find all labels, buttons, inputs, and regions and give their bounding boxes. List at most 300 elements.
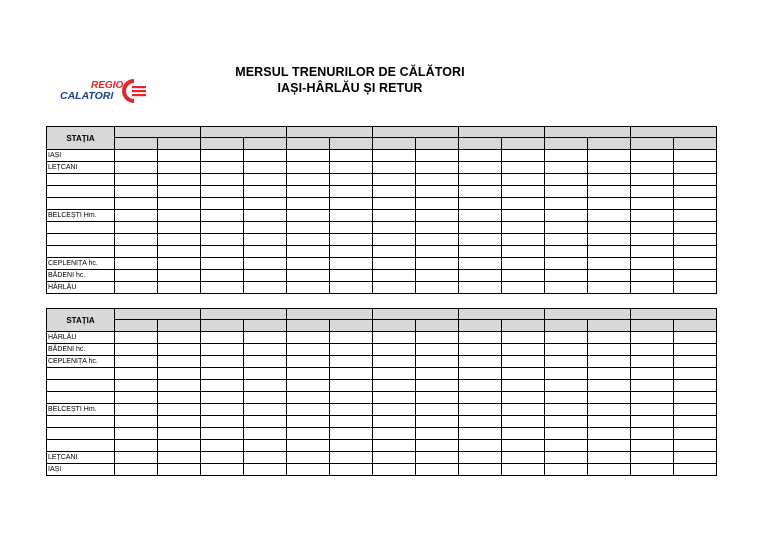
time-cell: [373, 174, 416, 186]
time-cell: [287, 234, 330, 246]
time-cell: [502, 332, 545, 344]
time-cell: [158, 332, 201, 344]
time-cell: [416, 210, 459, 222]
time-cell: [459, 222, 502, 234]
time-cell: [502, 392, 545, 404]
time-cell: [459, 258, 502, 270]
time-cell: [545, 186, 588, 198]
time-cell: [287, 198, 330, 210]
time-cell: [588, 440, 631, 452]
train-number-cell: [330, 138, 373, 150]
time-cell: [674, 150, 717, 162]
time-cell: [115, 246, 158, 258]
station-row: [47, 464, 717, 476]
station-row: [47, 332, 717, 344]
time-cell: [588, 246, 631, 258]
time-cell: [459, 162, 502, 174]
time-cell: [545, 440, 588, 452]
time-cell: [244, 464, 287, 476]
time-cell: [416, 270, 459, 282]
time-cell: [330, 368, 373, 380]
time-cell: [416, 356, 459, 368]
time-cell: [201, 440, 244, 452]
station-name: [47, 186, 115, 198]
time-cell: [201, 452, 244, 464]
train-number-cell: [674, 138, 717, 150]
time-cell: [545, 234, 588, 246]
time-cell: [158, 392, 201, 404]
time-cell: [545, 368, 588, 380]
time-cell: [330, 270, 373, 282]
time-cell: [588, 222, 631, 234]
time-cell: [330, 198, 373, 210]
station-row: [47, 404, 717, 416]
train-number-cell: [287, 138, 330, 150]
time-cell: [588, 392, 631, 404]
time-cell: [631, 344, 674, 356]
time-cell: [287, 368, 330, 380]
station-row: [47, 368, 717, 380]
station-name: [47, 368, 115, 380]
time-cell: [115, 186, 158, 198]
time-cell: [459, 368, 502, 380]
station-name: HÂRLĂU: [47, 282, 115, 294]
time-cell: [502, 380, 545, 392]
time-cell: [373, 222, 416, 234]
time-cell: [416, 440, 459, 452]
time-cell: [287, 452, 330, 464]
time-cell: [631, 246, 674, 258]
train-number-cell: [631, 138, 674, 150]
time-cell: [201, 246, 244, 258]
time-cell: [115, 392, 158, 404]
time-cell: [588, 150, 631, 162]
time-cell: [287, 440, 330, 452]
time-cell: [416, 452, 459, 464]
train-number-cell: [545, 138, 588, 150]
train-number-cell: [373, 320, 416, 332]
time-cell: [373, 198, 416, 210]
time-cell: [631, 368, 674, 380]
time-cell: [502, 416, 545, 428]
train-number-cell: [416, 320, 459, 332]
time-cell: [545, 392, 588, 404]
time-cell: [287, 416, 330, 428]
time-cell: [631, 222, 674, 234]
time-cell: [244, 198, 287, 210]
time-cell: [244, 174, 287, 186]
time-cell: [373, 380, 416, 392]
train-number-cell: [631, 320, 674, 332]
train-number-cell: [373, 138, 416, 150]
time-cell: [545, 210, 588, 222]
time-cell: [158, 282, 201, 294]
time-cell: [459, 356, 502, 368]
time-cell: [373, 270, 416, 282]
time-cell: [416, 416, 459, 428]
time-cell: [373, 332, 416, 344]
time-cell: [674, 234, 717, 246]
time-cell: [588, 270, 631, 282]
station-row: [47, 452, 717, 464]
time-cell: [158, 380, 201, 392]
time-cell: [502, 368, 545, 380]
time-cell: [201, 174, 244, 186]
time-cell: [287, 150, 330, 162]
title-line-1: MERSUL TRENURILOR DE CĂLĂTORI: [235, 65, 465, 79]
time-cell: [373, 210, 416, 222]
station-name: [47, 234, 115, 246]
station-name: CEPLENIȚA hc.: [47, 258, 115, 270]
time-cell: [330, 464, 373, 476]
time-cell: [459, 344, 502, 356]
time-cell: [631, 210, 674, 222]
document-title: [200, 64, 500, 96]
train-group-header: [631, 127, 717, 138]
time-cell: [244, 416, 287, 428]
time-cell: [674, 222, 717, 234]
time-cell: [115, 380, 158, 392]
time-cell: [287, 392, 330, 404]
time-cell: [330, 186, 373, 198]
time-cell: [545, 258, 588, 270]
time-cell: [674, 356, 717, 368]
train-group-header: [545, 309, 631, 320]
time-cell: [115, 258, 158, 270]
time-cell: [588, 282, 631, 294]
time-cell: [631, 282, 674, 294]
time-cell: [115, 440, 158, 452]
time-cell: [588, 258, 631, 270]
train-number-cell: [674, 320, 717, 332]
time-cell: [201, 150, 244, 162]
time-cell: [158, 368, 201, 380]
time-cell: [330, 234, 373, 246]
train-number-cell: [158, 320, 201, 332]
time-cell: [287, 332, 330, 344]
time-cell: [545, 428, 588, 440]
station-row: [47, 198, 717, 210]
title-line-2: IAȘI-HÂRLĂU ȘI RETUR: [277, 81, 423, 95]
station-row: [47, 162, 717, 174]
train-number-cell: [330, 320, 373, 332]
time-cell: [330, 440, 373, 452]
time-cell: [201, 404, 244, 416]
time-cell: [201, 392, 244, 404]
time-cell: [588, 344, 631, 356]
time-cell: [631, 174, 674, 186]
time-cell: [588, 464, 631, 476]
time-cell: [588, 404, 631, 416]
time-cell: [588, 210, 631, 222]
time-cell: [416, 380, 459, 392]
time-cell: [674, 282, 717, 294]
time-cell: [244, 332, 287, 344]
time-cell: [330, 258, 373, 270]
time-cell: [115, 270, 158, 282]
train-group-header: [459, 127, 545, 138]
time-cell: [244, 392, 287, 404]
time-cell: [287, 174, 330, 186]
train-number-cell: [588, 320, 631, 332]
header-row-groups: [47, 127, 717, 138]
time-cell: [201, 344, 244, 356]
time-cell: [287, 404, 330, 416]
time-cell: [588, 452, 631, 464]
time-cell: [287, 380, 330, 392]
time-cell: [201, 258, 244, 270]
time-cell: [158, 150, 201, 162]
timetable-iasi-harlau: [46, 126, 717, 294]
time-cell: [201, 222, 244, 234]
time-cell: [244, 282, 287, 294]
time-cell: [416, 162, 459, 174]
time-cell: [545, 416, 588, 428]
time-cell: [115, 150, 158, 162]
time-cell: [373, 234, 416, 246]
time-cell: [244, 440, 287, 452]
time-cell: [158, 428, 201, 440]
time-cell: [416, 404, 459, 416]
time-cell: [115, 162, 158, 174]
time-cell: [502, 282, 545, 294]
train-number-cell: [502, 138, 545, 150]
header-row-trains: [47, 138, 717, 150]
time-cell: [459, 332, 502, 344]
time-cell: [674, 210, 717, 222]
station-row: [47, 270, 717, 282]
time-cell: [201, 464, 244, 476]
time-cell: [330, 404, 373, 416]
time-cell: [416, 222, 459, 234]
time-cell: [502, 234, 545, 246]
time-cell: [588, 174, 631, 186]
time-cell: [588, 234, 631, 246]
time-cell: [545, 174, 588, 186]
time-cell: [244, 428, 287, 440]
time-cell: [373, 150, 416, 162]
regio-calatori-logo: [58, 78, 150, 104]
time-cell: [545, 404, 588, 416]
time-cell: [459, 186, 502, 198]
time-cell: [545, 380, 588, 392]
time-cell: [416, 392, 459, 404]
time-cell: [373, 356, 416, 368]
train-group-header: [287, 309, 373, 320]
train-number-cell: [588, 138, 631, 150]
station-row: [47, 356, 717, 368]
train-number-cell: [201, 138, 244, 150]
station-column-header: STAȚIA: [47, 127, 115, 150]
time-cell: [416, 198, 459, 210]
time-cell: [158, 198, 201, 210]
time-cell: [201, 416, 244, 428]
time-cell: [631, 150, 674, 162]
time-cell: [674, 440, 717, 452]
station-name: [47, 392, 115, 404]
time-cell: [631, 452, 674, 464]
time-cell: [459, 210, 502, 222]
station-row: [47, 428, 717, 440]
time-cell: [459, 428, 502, 440]
train-number-cell: [545, 320, 588, 332]
time-cell: [158, 270, 201, 282]
time-cell: [158, 258, 201, 270]
time-cell: [502, 210, 545, 222]
station-name: [47, 440, 115, 452]
time-cell: [373, 282, 416, 294]
time-cell: [674, 174, 717, 186]
time-cell: [588, 162, 631, 174]
time-cell: [545, 246, 588, 258]
time-cell: [158, 210, 201, 222]
time-cell: [674, 332, 717, 344]
time-cell: [115, 428, 158, 440]
time-cell: [330, 380, 373, 392]
station-name: [47, 246, 115, 258]
time-cell: [545, 464, 588, 476]
station-name: BELCEȘTI Hm.: [47, 210, 115, 222]
time-cell: [373, 186, 416, 198]
time-cell: [674, 368, 717, 380]
time-cell: [201, 270, 244, 282]
time-cell: [201, 428, 244, 440]
time-cell: [631, 464, 674, 476]
station-row: [47, 416, 717, 428]
station-name: IAȘI: [47, 150, 115, 162]
time-cell: [287, 222, 330, 234]
time-cell: [244, 210, 287, 222]
time-cell: [631, 198, 674, 210]
time-cell: [201, 368, 244, 380]
time-cell: [416, 174, 459, 186]
time-cell: [416, 428, 459, 440]
train-number-cell: [115, 138, 158, 150]
time-cell: [502, 270, 545, 282]
time-cell: [674, 344, 717, 356]
time-cell: [244, 258, 287, 270]
time-cell: [459, 452, 502, 464]
time-cell: [588, 416, 631, 428]
time-cell: [201, 162, 244, 174]
time-cell: [631, 258, 674, 270]
station-row: [47, 344, 717, 356]
time-cell: [330, 222, 373, 234]
time-cell: [330, 150, 373, 162]
time-cell: [115, 198, 158, 210]
time-cell: [416, 186, 459, 198]
station-name: BĂDENI hc.: [47, 270, 115, 282]
time-cell: [244, 344, 287, 356]
time-cell: [588, 380, 631, 392]
time-cell: [545, 162, 588, 174]
time-cell: [373, 452, 416, 464]
time-cell: [201, 356, 244, 368]
time-cell: [502, 174, 545, 186]
time-cell: [674, 428, 717, 440]
time-cell: [330, 174, 373, 186]
station-name: BĂDENI hc.: [47, 344, 115, 356]
time-cell: [631, 392, 674, 404]
time-cell: [244, 234, 287, 246]
train-group-header: [287, 127, 373, 138]
time-cell: [244, 222, 287, 234]
time-cell: [459, 150, 502, 162]
time-cell: [674, 392, 717, 404]
time-cell: [588, 428, 631, 440]
time-cell: [502, 162, 545, 174]
train-number-cell: [115, 320, 158, 332]
time-cell: [416, 282, 459, 294]
station-row: [47, 380, 717, 392]
time-cell: [330, 452, 373, 464]
time-cell: [287, 270, 330, 282]
time-cell: [502, 222, 545, 234]
train-group-header: [545, 127, 631, 138]
time-cell: [287, 428, 330, 440]
time-cell: [330, 162, 373, 174]
station-name: CEPLENIȚA hc.: [47, 356, 115, 368]
time-cell: [158, 452, 201, 464]
train-group-header: [631, 309, 717, 320]
time-cell: [201, 210, 244, 222]
time-cell: [158, 234, 201, 246]
logo-emblem-icon: [124, 81, 146, 101]
time-cell: [502, 344, 545, 356]
time-cell: [502, 404, 545, 416]
time-cell: [502, 246, 545, 258]
time-cell: [416, 344, 459, 356]
station-row: [47, 210, 717, 222]
time-cell: [373, 344, 416, 356]
time-cell: [674, 380, 717, 392]
train-group-header: [373, 309, 459, 320]
time-cell: [330, 246, 373, 258]
time-cell: [330, 416, 373, 428]
time-cell: [115, 464, 158, 476]
time-cell: [416, 332, 459, 344]
time-cell: [287, 258, 330, 270]
time-cell: [373, 162, 416, 174]
time-cell: [502, 186, 545, 198]
time-cell: [459, 392, 502, 404]
time-cell: [631, 428, 674, 440]
station-row: [47, 222, 717, 234]
train-number-cell: [244, 320, 287, 332]
logo-text-calatori: CALATORI: [60, 90, 114, 102]
time-cell: [287, 162, 330, 174]
time-cell: [631, 356, 674, 368]
time-cell: [158, 162, 201, 174]
time-cell: [674, 186, 717, 198]
time-cell: [631, 380, 674, 392]
time-cell: [330, 356, 373, 368]
train-number-cell: [416, 138, 459, 150]
logo-text-regio: REGIO: [91, 80, 124, 91]
station-name: BELCEȘTI Hm.: [47, 404, 115, 416]
time-cell: [416, 150, 459, 162]
time-cell: [631, 162, 674, 174]
time-cell: [201, 332, 244, 344]
time-cell: [674, 464, 717, 476]
time-cell: [158, 464, 201, 476]
time-cell: [674, 246, 717, 258]
time-cell: [588, 356, 631, 368]
time-cell: [416, 258, 459, 270]
time-cell: [330, 210, 373, 222]
time-cell: [330, 282, 373, 294]
time-cell: [545, 198, 588, 210]
